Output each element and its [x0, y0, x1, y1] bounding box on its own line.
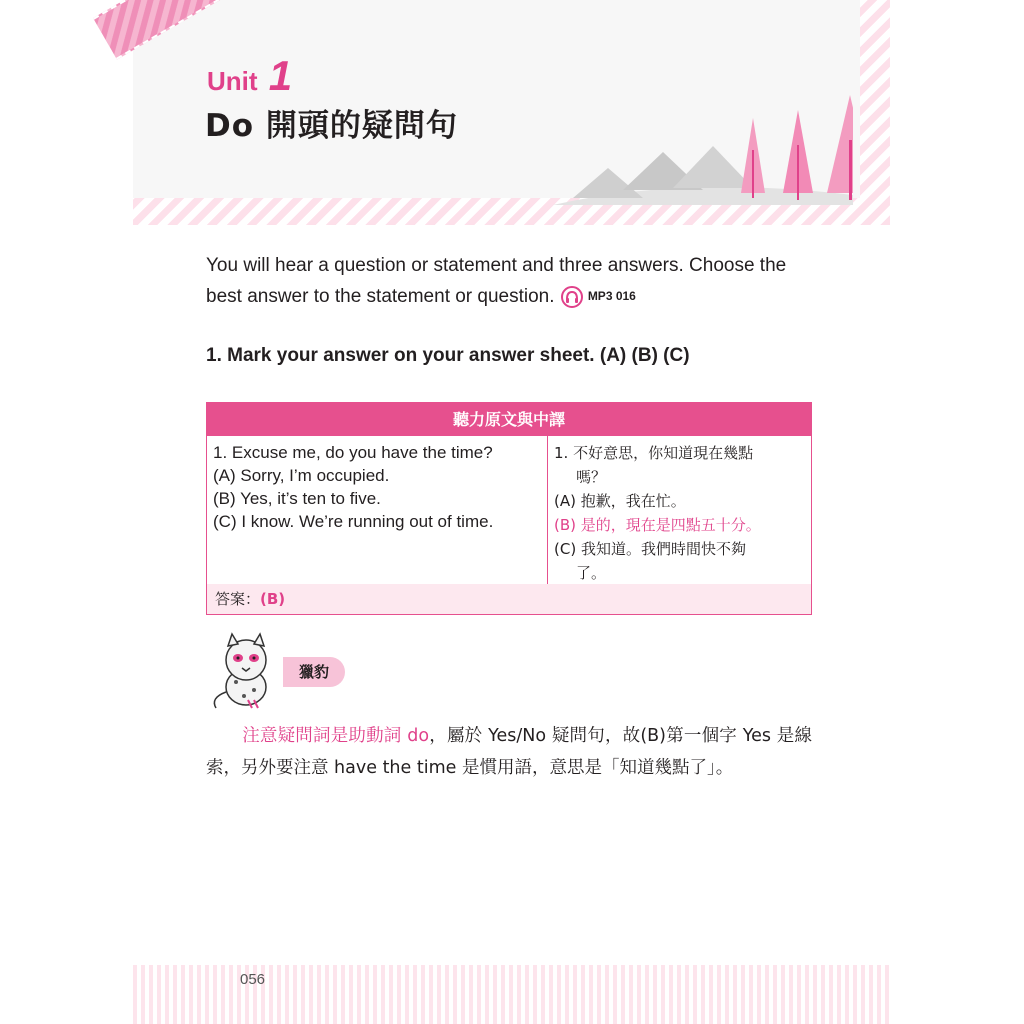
chinese-question-line2: 嗎？ — [576, 468, 607, 486]
instructions-text: You will hear a question or statement and three answers. Choose the best answer to the statement or question. — [206, 255, 787, 307]
unit-heading — [207, 52, 292, 100]
explanation — [206, 720, 812, 784]
chinese-translation — [548, 436, 811, 584]
transcript-table-header: 聽力原文與中譯 — [207, 403, 811, 436]
unit-number: 1 — [268, 52, 293, 99]
chinese-option-c-line1: (C) 我知道。我們時間快不夠 — [554, 540, 746, 558]
unit-label: Unit — [207, 66, 258, 96]
chinese-question-line1: 1. 不好意思，你知道現在幾點 — [554, 444, 754, 462]
mountains-trees-illustration — [553, 80, 853, 205]
explanation-highlight: 注意疑問詞是助動詞 do — [242, 726, 430, 746]
transcript-table-body — [207, 436, 811, 584]
mascot-label: 獵豹 — [283, 657, 345, 687]
chinese-option-a: (A) 抱歉，我在忙。 — [554, 492, 686, 510]
header-panel — [133, 0, 860, 198]
headphones-icon — [560, 285, 584, 309]
page-number: 056 — [240, 971, 266, 988]
page — [133, 0, 890, 1024]
header-ribbon — [93, 0, 290, 60]
question-1: 1. Mark your answer on your answer sheet. (A) (B) (C) — [206, 345, 690, 366]
transcript-table — [206, 402, 812, 615]
mp3-track-label: MP3 016 — [587, 289, 636, 304]
explanation-text: ，屬於 Yes/No 疑問句，故(B)第一個字 Yes 是線索，另外要注意 have the time 是慣用語，意思是「知道幾點了」。 — [206, 726, 812, 778]
page-title: Do 開頭的疑問句 — [205, 108, 458, 144]
english-option-c: (C) I know. We’re running out of time. — [213, 512, 494, 531]
answer-value: (B) — [260, 590, 286, 608]
english-option-b: (B) Yes, it’s ten to five. — [213, 489, 381, 508]
english-transcript — [207, 436, 548, 584]
chinese-option-c-line2: 了。 — [576, 564, 607, 582]
instructions — [206, 250, 811, 312]
answer-label: 答案： — [215, 590, 261, 608]
english-option-a: (A) Sorry, I’m occupied. — [213, 466, 390, 485]
chinese-option-b: (B) 是的，現在是四點五十分。 — [554, 516, 761, 534]
unit-header — [133, 0, 890, 225]
answer-row — [207, 584, 811, 614]
english-question: 1. Excuse me, do you have the time? — [213, 443, 493, 462]
mp3-audio-button[interactable] — [560, 281, 636, 312]
cheetah-mascot-icon — [206, 632, 286, 712]
